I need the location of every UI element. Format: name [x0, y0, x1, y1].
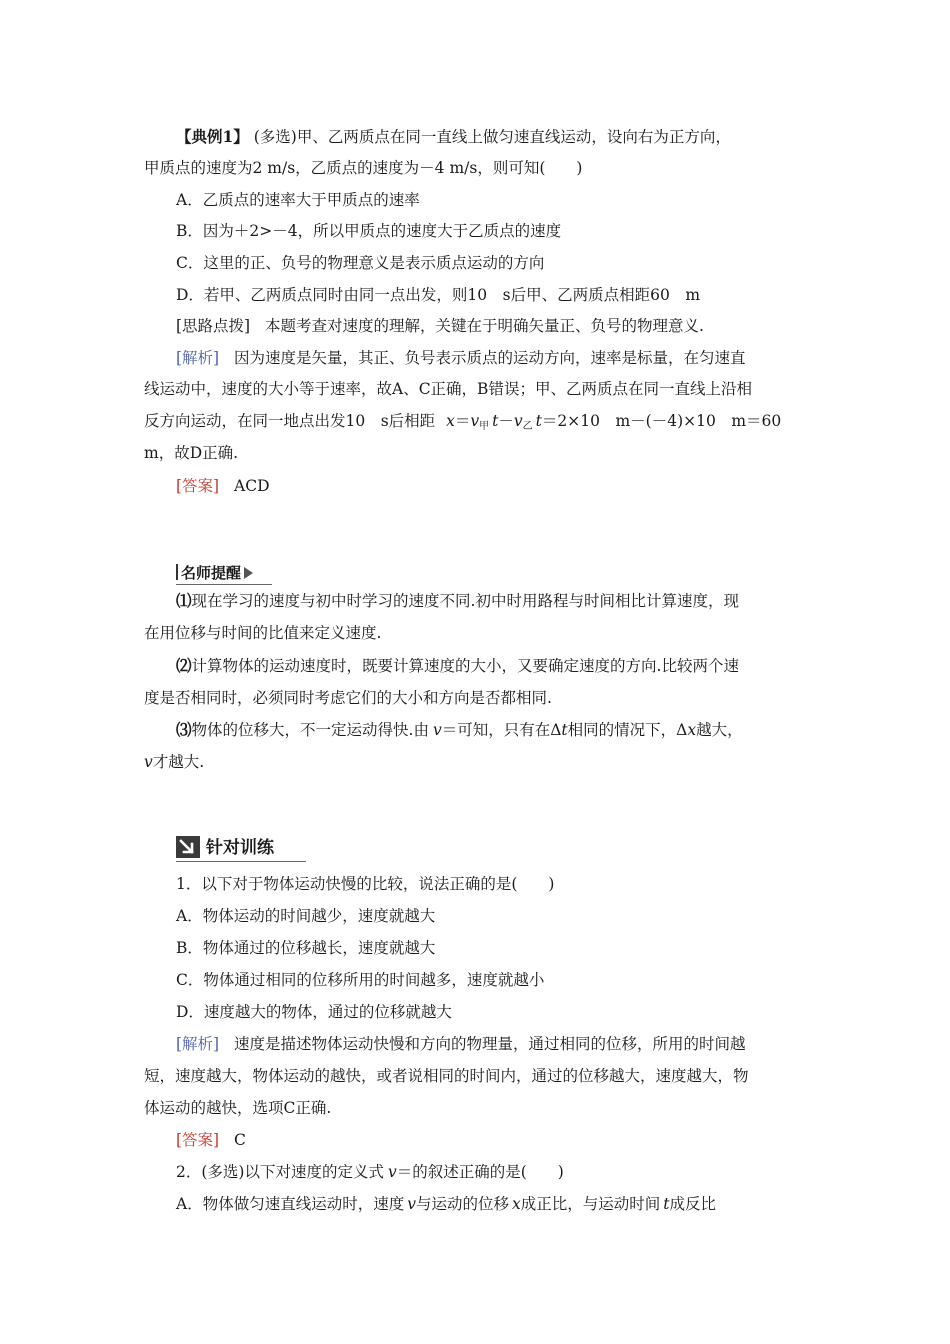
- tip-p1-line1: [176, 591, 739, 611]
- formula-x: x: [446, 412, 455, 430]
- tip-p3-v: v: [432, 721, 442, 739]
- practice-q1-option-d: D．速度越大的物体，通过的位移就越大: [176, 1003, 452, 1021]
- example-option-c: C．这里的正、负号的物理意义是表示质点运动的方向: [176, 254, 545, 272]
- q2-opt-a-v: v: [407, 1195, 416, 1213]
- formula-t1: t: [492, 412, 499, 430]
- analysis-line3-text: 反方向运动，在同一地点出发10 s后相距: [144, 412, 436, 430]
- analysis-line3: [144, 411, 781, 437]
- tip-p3-line1: [176, 720, 743, 740]
- practice-analysis-text: 速度是描述物体运动快慢和方向的物理量，通过相同的位移，所用的时间越: [234, 1035, 746, 1053]
- example-tag: 【典例1】: [176, 127, 249, 146]
- formula-v2: v: [513, 412, 523, 430]
- practice-q1-answer: [176, 1130, 246, 1150]
- tip-p3-d: 越大，: [696, 721, 743, 739]
- arrow-down-right-icon: [176, 836, 200, 858]
- example-question-line2: 甲质点的速度为2 m/s，乙质点的速度为－4 m/s，则可知( ): [144, 159, 583, 177]
- formula-v1: v: [470, 412, 480, 430]
- tip-p2-line2: 度是否相同时，必须同时考虑它们的大小和方向是否都相同.: [144, 689, 552, 707]
- answer-text: ACD: [234, 477, 270, 495]
- analysis-tag: [解析]: [176, 349, 220, 367]
- practice-q2-v: v: [387, 1163, 397, 1181]
- formula-sub2: 乙: [522, 421, 533, 432]
- tip-p3-line2-v: v: [144, 753, 153, 771]
- practice-q1-option-a: A．物体运动的时间越少，速度就越大: [176, 907, 436, 925]
- hint-tag: [思路点拨]: [176, 317, 251, 335]
- tip-p2-text: 计算物体的运动速度时，既要计算速度的大小，又要确定速度的方向.比较两个速: [191, 657, 739, 675]
- tip-p3-x: x: [687, 721, 697, 739]
- tip-p3-c: 相同的情况下，Δ: [567, 721, 688, 739]
- practice-q2-option-a: [176, 1194, 716, 1214]
- answer-tag: [答案]: [176, 477, 220, 495]
- tip-p3-b: ＝可知，只有在Δ: [441, 721, 562, 739]
- practice-q1-analysis-line2: 短，速度越大，物体运动的越快，或者说相同的时间内，通过的位移越大，速度越大，物: [144, 1067, 749, 1085]
- practice-answer-text: C: [234, 1131, 246, 1149]
- example-question-line1: [176, 127, 731, 147]
- tip-p2-num: ⑵: [176, 656, 192, 675]
- practice-q1: 1．以下对于物体运动快慢的比较，说法正确的是( ): [176, 875, 555, 893]
- practice-q1-option-c: C．物体通过相同的位移所用的时间越多，速度就越小: [176, 971, 545, 989]
- analysis-line2: 线运动中，速度的大小等于速率，故A、C正确，B错误；甲、乙两质点在同一直线上沿相: [144, 380, 752, 398]
- tip-p1-text: 现在学习的速度与初中时学习的速度不同.初中时用路程与时间相比计算速度，现: [191, 592, 739, 610]
- q2-opt-a-t: t: [663, 1195, 670, 1213]
- q2-opt-a-4: 成反比: [669, 1195, 716, 1213]
- practice-q1-option-b: B．物体通过的位移越长，速度就越大: [176, 939, 436, 957]
- practice-answer-tag: [答案]: [176, 1131, 220, 1149]
- analysis-line4: m，故D正确.: [144, 444, 239, 462]
- tip-p3-t: t: [561, 721, 568, 739]
- triangle-right-icon: [244, 567, 253, 579]
- tip-p3-line2-text: 才越大.: [152, 753, 205, 771]
- formula-eq: ＝: [454, 412, 471, 430]
- example-option-d: D．若甲、乙两质点同时由同一点出发，则10 s后甲、乙两质点相距60 m: [176, 286, 701, 304]
- example-option-b: B．因为＋2>－4，所以甲质点的速度大于乙质点的速度: [176, 222, 562, 240]
- q2-opt-a-3: 成正比，与运动时间: [520, 1195, 661, 1213]
- tip-bar-icon: [176, 564, 178, 580]
- tip-p3-line2: [144, 752, 204, 772]
- formula-sub1: 甲: [479, 421, 490, 432]
- tip-p1-num: ⑴: [176, 591, 192, 610]
- tip-p3-a: 物体的位移大，不一定运动得快.由: [191, 721, 429, 739]
- tip-p3-num: ⑶: [176, 720, 192, 739]
- example-option-a: A．乙质点的速率大于甲质点的速率: [176, 191, 420, 209]
- practice-q2-a: 2．(多选)以下对速度的定义式: [176, 1163, 384, 1181]
- analysis-line1: [176, 348, 746, 368]
- hint-text: 本题考查对速度的理解，关键在于明确矢量正、负号的物理意义.: [265, 317, 704, 335]
- analysis-text: 因为速度是矢量，其正、负号表示质点的运动方向，速率是标量，在匀速直: [234, 349, 746, 367]
- formula-minus: －: [498, 412, 514, 430]
- q2-opt-a-2: 与运动的位移: [415, 1195, 509, 1213]
- formula-t2: t: [535, 412, 542, 430]
- q2-opt-a-1: A．物体做匀速直线运动时，速度: [176, 1195, 405, 1213]
- practice-title: 针对训练: [206, 838, 274, 858]
- practice-q1-analysis-line1: [176, 1034, 746, 1054]
- practice-q1-analysis-line3: 体运动的越快，选项C正确.: [144, 1099, 332, 1117]
- teacher-tip-title: 名师提醒: [181, 564, 242, 582]
- practice-analysis-tag: [解析]: [176, 1035, 220, 1053]
- practice-q2: [176, 1162, 564, 1182]
- teacher-tip-underline: [176, 584, 272, 585]
- tip-p2-line1: [176, 656, 739, 676]
- practice-underline: [176, 861, 306, 862]
- answer-line: [176, 476, 270, 496]
- practice-header: [176, 836, 274, 860]
- formula-result: ＝2×10 m－(－4)×10 m＝60: [541, 412, 782, 430]
- teacher-tip-header: [176, 562, 253, 584]
- tip-p1-line2: 在用位移与时间的比值来定义速度.: [144, 624, 382, 642]
- q2-opt-a-x: x: [511, 1195, 521, 1213]
- example-question-text: (多选)甲、乙两质点在同一直线上做匀速直线运动，设向右为正方向，: [253, 128, 731, 146]
- example-hint: [176, 316, 704, 336]
- practice-q2-b: ＝的叙述正确的是( ): [396, 1163, 564, 1181]
